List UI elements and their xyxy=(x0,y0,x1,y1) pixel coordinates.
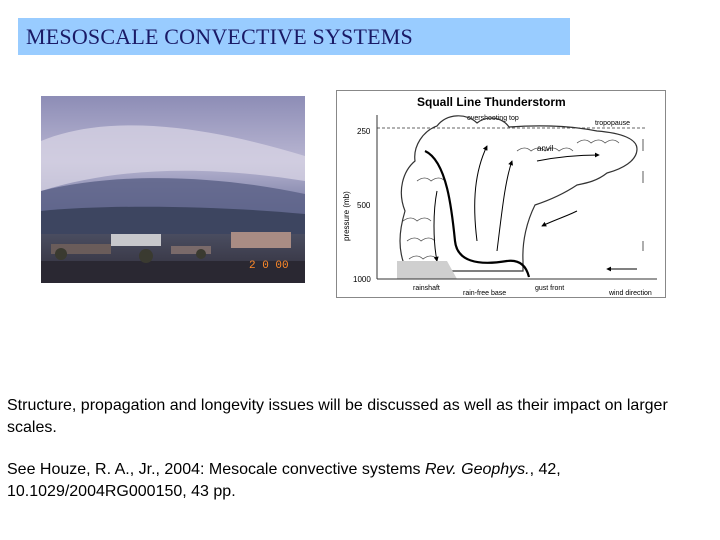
label-gust-front: gust front xyxy=(535,285,565,292)
citation-prefix: See Houze, R. A., Jr., 2004: Mesocale convective systems xyxy=(7,461,425,478)
label-tropopause: tropopause xyxy=(595,120,631,127)
y-tick-250: 250 xyxy=(357,127,371,136)
y-axis-label: pressure (mb) xyxy=(342,191,351,241)
label-wind-direction: wind direction xyxy=(609,290,652,297)
slide-title-bar xyxy=(18,18,570,55)
label-anvil: anvil xyxy=(537,144,554,153)
label-overshooting-top: overshooting top xyxy=(467,115,519,122)
y-tick-1000: 1000 xyxy=(353,275,371,284)
label-rain-free-base: rain-free base xyxy=(463,290,507,297)
citation-suffix: , 42, 10.1029/2004RG000150, 43 pp. xyxy=(7,461,561,500)
diagram-title: Squall Line Thunderstorm xyxy=(417,95,566,109)
squall-line-photo-image xyxy=(41,96,305,283)
squall-line-photo xyxy=(41,96,305,283)
slide-title: MESOSCALE CONVECTIVE SYSTEMS xyxy=(26,23,413,49)
paragraph-structure: Structure, propagation and longevity issues will be discussed as well as their impact on larger scales. xyxy=(7,397,668,436)
squall-line-diagram-svg xyxy=(337,91,666,298)
label-rainshaft: rainshaft xyxy=(413,285,440,292)
photo-timestamp: 2 0 00 xyxy=(249,260,289,272)
squall-line-diagram xyxy=(336,90,666,298)
paragraph-citation xyxy=(7,459,697,503)
y-tick-500: 500 xyxy=(357,201,371,210)
citation-journal: Rev. Geophys. xyxy=(424,461,530,478)
